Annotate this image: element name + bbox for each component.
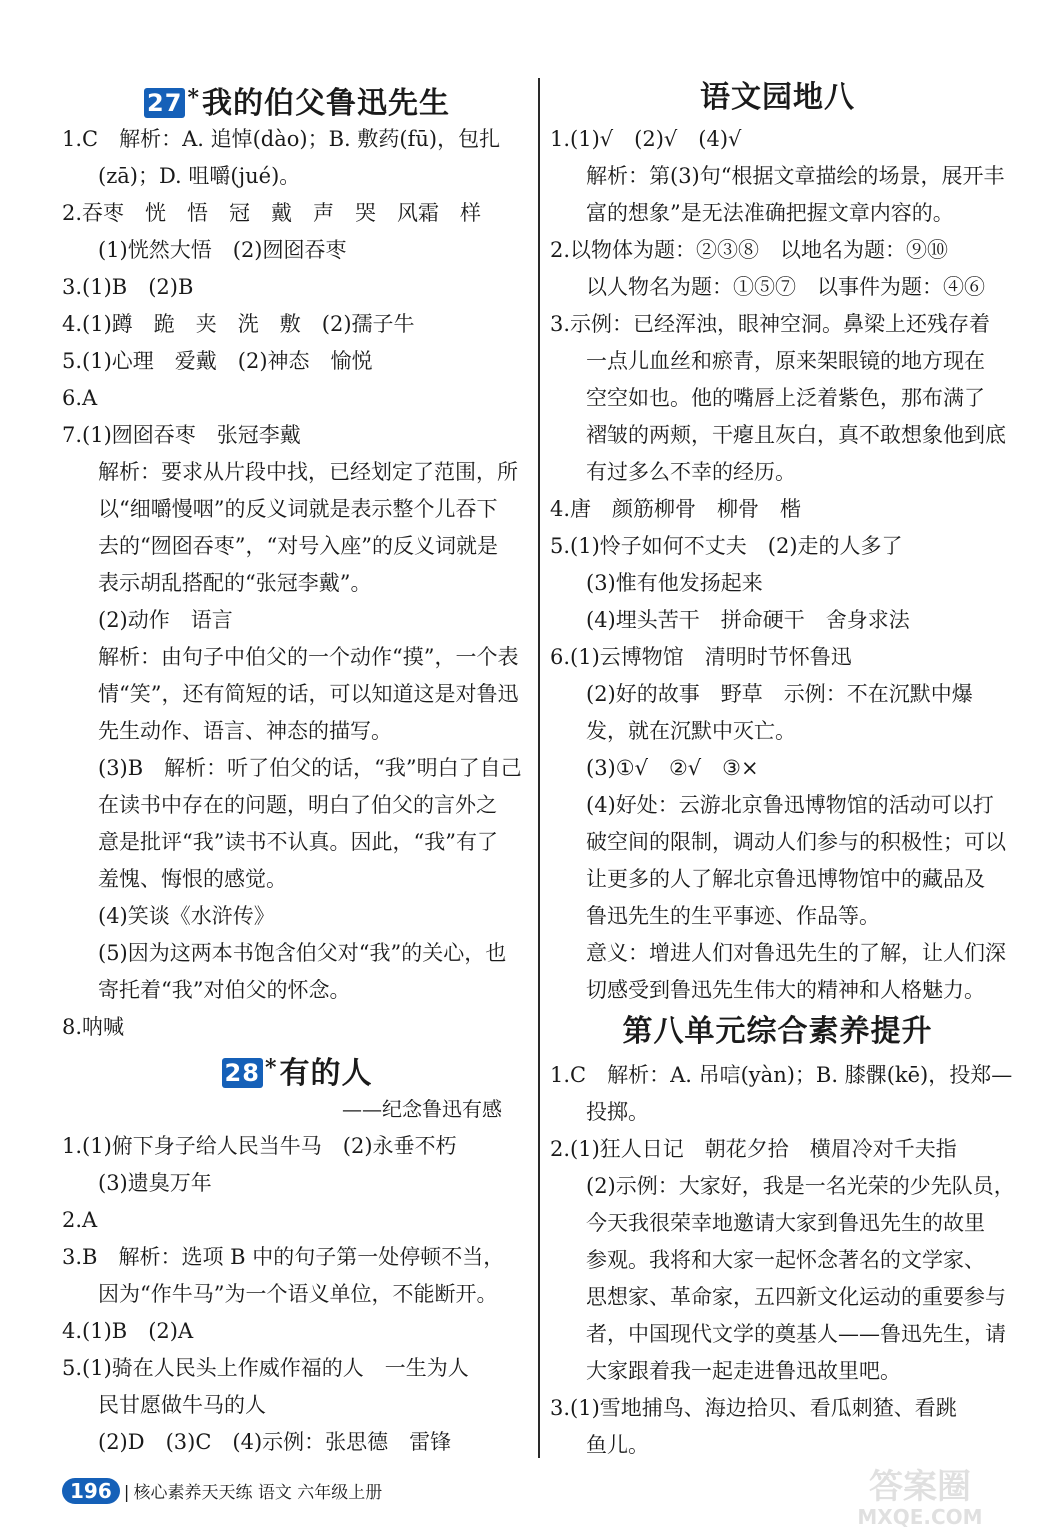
answer-line: 2.以物体为题：②③⑧ 以地名为题：⑨⑩ [550,238,949,262]
answer-line: 今天我很荣幸地邀请大家到鲁迅先生的故里 [586,1211,985,1235]
page-footer [62,1478,382,1508]
answer-line: (2)好的故事 野草 示例：不在沉默中爆 [586,682,973,706]
answer-line: 6.A [62,386,98,410]
lesson-subtitle: ——纪念鲁迅有感 [342,1097,502,1121]
watermark-bottom-text: MXQE.COM [857,1505,983,1529]
answer-line: 解析：要求从片段中找，已经划定了范围，所 [98,460,518,484]
answer-line: 富的想象”是无法准确把握文章内容的。 [586,201,954,225]
answer-line: 以人物名为题：①⑤⑦ 以事件为题：④⑥ [586,275,985,299]
answer-line: 7.(1)囫囵吞枣 张冠李戴 [62,423,301,447]
section-heading-28 [62,1048,532,1094]
answer-line: 解析：由句子中伯父的一个动作“摸”，一个表 [98,645,519,669]
answer-line: 解析：第(3)句“根据文章描绘的场景，展开丰 [586,164,1005,188]
answer-line: 因为“作牛马”为一个语义单位，不能断开。 [98,1282,498,1306]
answer-line: 1.C 解析：A. 追悼(dào)；B. 敷药(fū)，包扎 [62,127,501,151]
answer-line: 在读书中存在的问题，明白了伯父的言外之 [98,793,497,817]
answer-line: 3.示例：已经浑浊，眼神空洞。鼻梁上还残存着 [550,312,991,336]
answer-line: (3)遗臭万年 [98,1171,212,1195]
answer-line: 6.(1)云博物馆 清明时节怀鲁迅 [550,645,852,669]
answer-line: 2.(1)狂人日记 朝花夕拾 横眉冷对千夫指 [550,1137,957,1161]
answer-line: 鲁迅先生的生平事迹、作品等。 [586,904,880,928]
answer-line: 2.A [62,1208,98,1232]
page-number: 196 [62,1478,120,1504]
answer-line: 参观。我将和大家一起怀念著名的文学家、 [586,1248,985,1272]
answer-line: 发，就在沉默中灭亡。 [586,719,796,743]
section-heading-27 [62,78,532,124]
answer-line: 5.(1)骑在人民头上作威作福的人 一生为人 [62,1356,469,1380]
answer-line: 一点儿血丝和瘀青，原来架眼镜的地方现在 [586,349,985,373]
book-title: 核心素养天天练 语文 六年级上册 [133,1483,383,1503]
answer-line: 3.B 解析：选项 B 中的句子第一处停顿不当， [62,1245,505,1269]
answer-line: 空空如也。他的嘴唇上泛着紫色，那布满了 [586,386,985,410]
answer-line: 褶皱的两颊，干瘪且灰白，真不敢想象他到底 [586,423,1006,447]
answer-line: 意是批评“我”读书不认真。因此，“我”有了 [98,830,498,854]
column-divider [538,78,540,1458]
answer-line: 2.吞枣 恍 悟 冠 戴 声 哭 风霜 样 [62,201,482,225]
answer-line: 1.(1)√ (2)√ (4)√ [550,127,742,151]
answer-line: (4)笑谈《水浒传》 [98,904,275,928]
answer-line: 1.(1)俯下身子给人民当牛马 (2)永垂不朽 [62,1134,457,1158]
answer-line: (3)①√ ②√ ③× [586,756,759,780]
answer-line: 4.(1)蹲 跪 夹 洗 敷 (2)孺子牛 [62,312,415,336]
section-heading-yuwen-yuandi [550,78,1005,118]
answer-line: 去的“囫囵吞枣”，“对号入座”的反义词就是 [98,534,498,558]
footer-separator: | [123,1483,130,1503]
answer-line: 5.(1)心理 爱戴 (2)神态 愉悦 [62,349,373,373]
answer-line: 8.呐喊 [62,1015,125,1039]
lesson-number-badge: 27 [144,88,185,118]
answer-line: 3.(1)雪地捕鸟、海边拾贝、看瓜刺猹、看跳 [550,1396,957,1420]
watermark-logo-icon [815,1460,1025,1530]
answer-line: (4)好处：云游北京鲁迅博物馆的活动可以打 [586,793,994,817]
section-title: 语文园地八 [700,80,855,115]
lesson-title: 有的人 [279,1056,373,1091]
answer-line: 者，中国现代文学的奠基人——鲁迅先生，请 [586,1322,1006,1346]
answer-line: 思想家、革命家，五四新文化运动的重要参与 [586,1285,1006,1309]
answer-line: 3.(1)B (2)B [62,275,194,299]
answer-line: 意义：增进人们对鲁迅先生的了解，让人们深 [586,941,1006,965]
answer-line: 有过多么不幸的经历。 [586,460,796,484]
answer-line: (2)动作 语言 [98,608,233,632]
answer-line: 4.唐 颜筋柳骨 柳骨 楷 [550,497,802,521]
answer-line: 投掷。 [586,1100,649,1124]
answer-line: (3)惟有他发扬起来 [586,571,763,595]
answer-line: 情“笑”，还有简短的话，可以知道这是对鲁迅 [98,682,519,706]
answer-line: (2)示例：大家好，我是一名光荣的少先队员， [586,1174,1015,1198]
answer-line: (2)D (3)C (4)示例：张思德 雷锋 [98,1430,452,1454]
answer-line: (1)恍然大悟 (2)囫囵吞枣 [98,238,347,262]
lesson-number-badge: 28 [222,1058,263,1088]
answer-line: 4.(1)B (2)A [62,1319,194,1343]
answer-line: 大家跟着我一起走进鲁迅故里吧。 [586,1359,901,1383]
answer-line: 切感受到鲁迅先生伟大的精神和人格魅力。 [586,978,985,1002]
answer-line: (4)埋头苦干 拼命硬干 舍身求法 [586,608,910,632]
answer-line: (5)因为这两本书饱含伯父对“我”的关心，也 [98,941,507,965]
answer-line: 表示胡乱搭配的“张冠李戴”。 [98,571,372,595]
answer-line: 鱼儿。 [586,1433,649,1457]
section-heading-unit8 [550,1012,1005,1052]
section-title: 第八单元综合素养提升 [622,1014,933,1049]
answer-line: 寄托着“我”对伯父的怀念。 [98,978,351,1002]
answer-line: 让更多的人了解北京鲁迅博物馆中的藏品及 [586,867,985,891]
answer-line: (zā)；D. 咀嚼(jué)。 [98,164,301,188]
star-mark: * [187,85,200,111]
lesson-title: 我的伯父鲁迅先生 [201,86,450,121]
star-mark: * [264,1055,278,1081]
answer-line: 5.(1)怜子如何不丈夫 (2)走的人多了 [550,534,903,558]
watermark-top-text: 答案圈 [869,1467,971,1507]
answer-line: 破空间的限制，调动人们参与的积极性；可以 [586,830,1006,854]
answer-line: (3)B 解析：听了伯父的话，“我”明白了自己 [98,756,522,780]
answer-line: 以“细嚼慢咽”的反义词就是表示整个儿吞下 [98,497,498,521]
answer-line: 先生动作、语言、神态的描写。 [98,719,392,743]
answer-line: 1.C 解析：A. 吊唁(yàn)；B. 膝髁(kē)，投郑— [550,1063,1013,1087]
answer-line: 民甘愿做牛马的人 [98,1393,266,1417]
answer-line: 羞愧、悔恨的感觉。 [98,867,287,891]
